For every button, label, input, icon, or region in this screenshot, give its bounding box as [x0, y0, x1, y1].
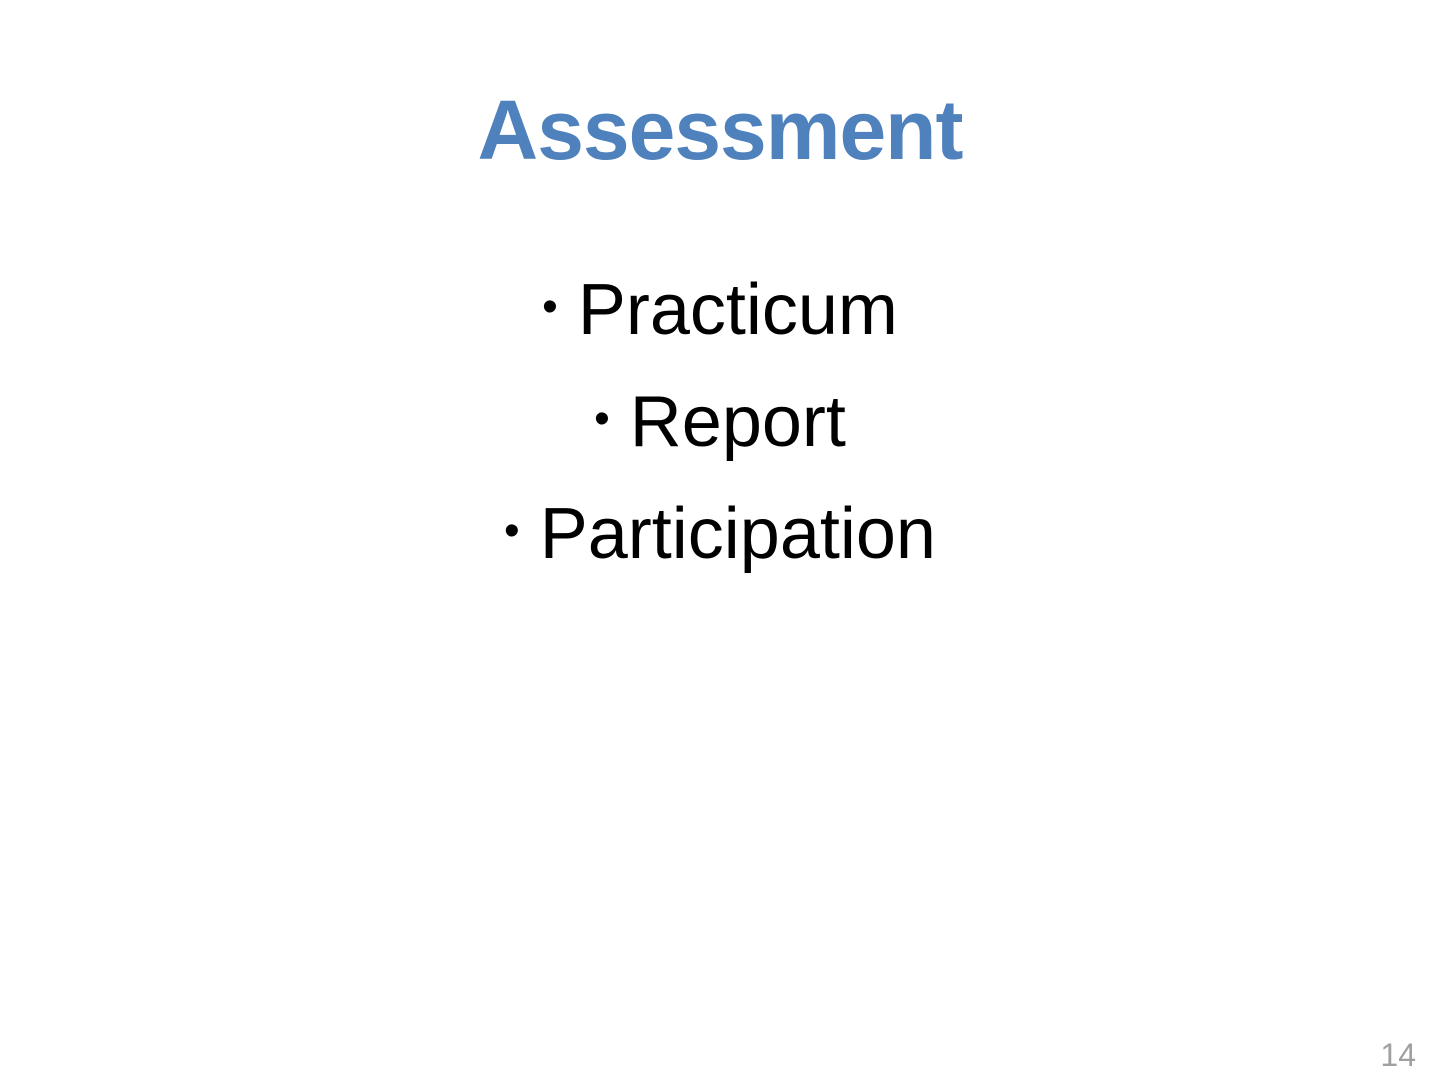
bullet-list: [0, 254, 1440, 590]
slide-title: Assessment: [477, 83, 963, 177]
page-number: 14: [1380, 1037, 1416, 1073]
list-item: [0, 366, 1440, 478]
list-item: [0, 254, 1440, 366]
bullet-label: Report: [629, 382, 846, 463]
bullet-label: Practicum: [577, 270, 898, 351]
bullet-icon: •: [542, 281, 558, 331]
bullet-label: Participation: [539, 494, 936, 575]
bullet-icon: •: [594, 393, 610, 443]
bullet-icon: •: [504, 505, 520, 555]
list-item: [0, 478, 1440, 590]
